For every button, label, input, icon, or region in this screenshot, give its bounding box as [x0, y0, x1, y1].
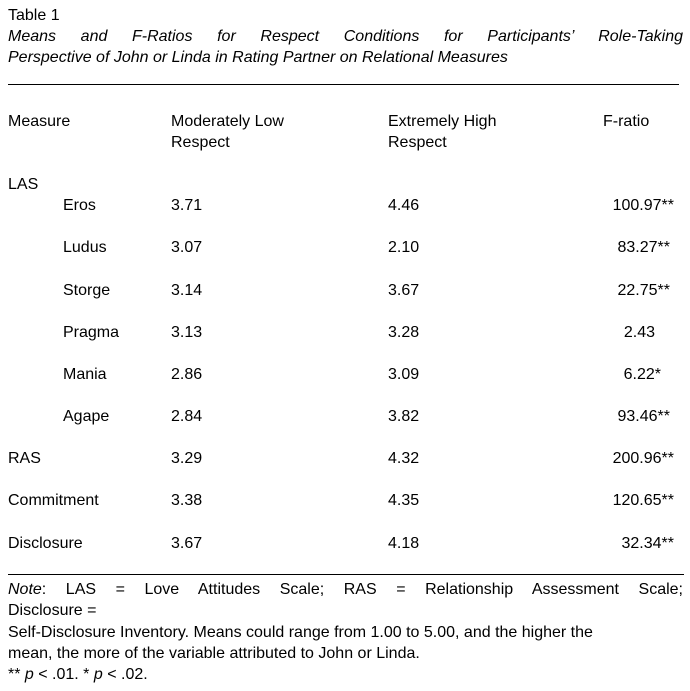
top-rule: [8, 84, 679, 85]
row-measure: Eros: [63, 197, 96, 214]
row-f-ratio: 100.97**: [612, 197, 674, 214]
row-low-value: 3.13: [171, 324, 203, 341]
col-header-f-ratio: F-ratio: [603, 113, 650, 130]
group-label-las: LAS: [8, 176, 39, 193]
note-sig-b: < .01. *: [33, 666, 94, 683]
bottom-rule: [8, 574, 684, 575]
row-f-ratio: 2.43: [623, 324, 655, 341]
col-header-high-line2: Respect: [388, 134, 447, 151]
table-caption-line-2: Perspective of John or Linda in Rating Partner on Relational Measures: [8, 49, 508, 66]
note-p-symbol: p: [24, 666, 34, 683]
row-measure: Ludus: [63, 239, 107, 256]
row-measure: Commitment: [8, 492, 99, 509]
row-f-ratio: 22.75**: [617, 282, 670, 299]
row-low-value: 3.07: [171, 239, 203, 256]
note-line-5: [8, 665, 148, 685]
row-low-value: 3.29: [171, 450, 203, 467]
row-low-value: 3.14: [171, 282, 203, 299]
row-high-value: 4.46: [388, 197, 420, 214]
row-f-ratio: 120.65**: [612, 492, 674, 509]
row-f-ratio: 32.34**: [621, 535, 674, 552]
row-high-value: 3.09: [388, 366, 420, 383]
table-label: Table 1: [8, 7, 60, 24]
note-line-1-text: : LAS = Love Attitudes Scale; RAS = Relationship Assessment Scale;: [41, 581, 683, 598]
row-high-value: 4.32: [388, 450, 420, 467]
row-measure: Pragma: [63, 324, 120, 341]
row-measure: Agape: [63, 408, 110, 425]
row-f-ratio: 83.27**: [617, 239, 670, 256]
row-high-value: 3.67: [388, 282, 420, 299]
row-high-value: 3.28: [388, 324, 420, 341]
note-line-4: mean, the more of the variable attributed to John or Linda.: [8, 645, 420, 662]
note-sig-c: < .02.: [102, 666, 148, 683]
row-low-value: 2.84: [171, 408, 203, 425]
row-measure: Disclosure: [8, 535, 83, 552]
col-header-measure: Measure: [8, 113, 71, 130]
row-f-ratio: 6.22*: [623, 366, 661, 383]
row-high-value: 3.82: [388, 408, 420, 425]
note-line-3: Self-Disclosure Inventory. Means could range from 1.00 to 5.00, and the higher the: [8, 624, 593, 641]
row-low-value: 3.38: [171, 492, 203, 509]
row-high-value: 4.35: [388, 492, 420, 509]
row-high-value: 4.18: [388, 535, 420, 552]
row-low-value: 2.86: [171, 366, 203, 383]
col-header-low-line1: Moderately Low: [171, 113, 284, 130]
table-caption-line-1: Means and F-Ratios for Respect Conditions for Participants’ Role-Taking: [8, 28, 683, 45]
row-measure: RAS: [8, 450, 41, 467]
row-measure: Mania: [63, 366, 107, 383]
row-f-ratio: 93.46**: [617, 408, 670, 425]
note-label: Note: [8, 581, 42, 598]
col-header-high-line1: Extremely High: [388, 113, 497, 130]
row-f-ratio: 200.96**: [612, 450, 674, 467]
note-line-1: [8, 580, 683, 600]
row-low-value: 3.71: [171, 197, 203, 214]
row-low-value: 3.67: [171, 535, 203, 552]
note-line-2: Disclosure =: [8, 602, 97, 619]
row-high-value: 2.10: [388, 239, 420, 256]
note-sig-a: **: [8, 666, 25, 683]
note-p-symbol: p: [93, 666, 103, 683]
row-measure: Storge: [63, 282, 111, 299]
col-header-low-line2: Respect: [171, 134, 230, 151]
